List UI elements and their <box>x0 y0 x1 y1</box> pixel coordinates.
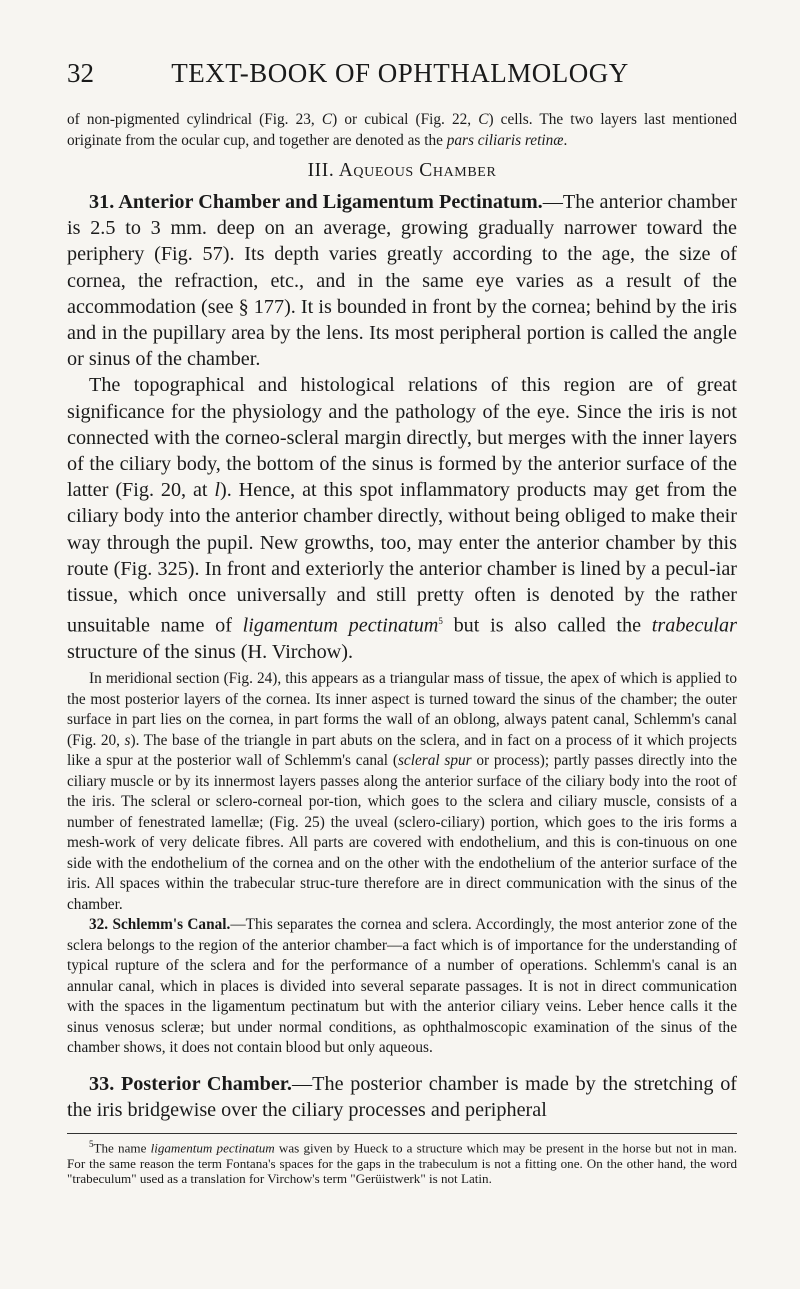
section-31-heading: 31. Anterior Chamber and Ligamentum Pectinatum. <box>89 191 543 213</box>
intro-paragraph: of non-pigmented cylindrical (Fig. 23, C) or cubical (Fig. 22, C) cells. The two layers last mentioned originate from the ocular cup, and together are denoted as the pars ciliaris retinæ. <box>67 111 737 149</box>
section-31-paragraph-2: The topographical and histological relations of this region are of great significance for the physiology and the pathology of the eye. Since the iris is not connected with the corneo-scleral margin directly, but merges with the inner layers of the ciliary body, the bottom of the sinus is formed by the anterior surface of the latter (Fig. 20, at l). Hence, at this spot inflammatory products may get from the ciliary body into the anterior chamber directly, without being obliged to make their way through the pupil. New growths, too, may enter the anterior chamber by this route (Fig. 325). In front and exteriorly the anterior chamber is lined by a pecul-iar tissue, which once universally and still pretty often is denoted by the rather unsuitable name of ligamentum pectinatum$^5$ but is also called the trabecular structure of the sinus (H. Virchow). <box>67 374 737 664</box>
section-32-paragraph: 32. Schlemm's Canal.—This separates the cornea and sclera. Accordingly, the most anterior zone of the sclera belongs to the region of the anterior chamber—a fact which is of importance for the understanding of typical rupture of the sclera and for the performance of a number of operations. Schlemm's canal is an annular canal, which in places is divided into several separate passages. It is not in direct communication with the spaces in the ligamentum pectinatum but with the anterior ciliary veins. Leber hence calls it the sinus venosus scleræ; but under normal conditions, as ophthalmoscopic examination of the sinus of the chamber shows, it does not contain blood but only aqueous. <box>67 916 737 1057</box>
section-title: III. Aqueous Chamber <box>307 160 497 181</box>
section-31-small-paragraph: In meridional section (Fig. 24), this appears as a triangular mass of tissue, the apex of which is applied to the most posterior layers of the cornea. Its inner aspect is turned toward the sinus of the chamber; the outer surface in part lies on the cornea, in part forms the wall of an oblong, always patent canal, Schlemm's canal (Fig. 20, s). The base of the triangle in part abuts on the sclera, and in fact on a process of it which projects like a spur at the posterior wall of Schlemm's canal (scleral spur or process); partly passes directly into the ciliary muscle or by its innermost layers passes along the anterior surface of the ciliary body into the root of the iris. The scleral or sclero-corneal por-tion, which goes to the sclera and ciliary muscle, consists of a number of fenestrated lamellæ; (Fig. 25) the uveal (sclero-ciliary) portion, which goes to the iris forms a mesh-work of very delicate fibres. All parts are covered with endothelium, and this is con-tinuous on one side with the endothelium of the cornea and on the other with the endothelium of the anterior surface of the iris. All spaces within the trabecular struc-ture therefore are in direct communication with the sinus of the chamber. <box>67 670 737 913</box>
section-31-paragraph: 31. Anterior Chamber and Ligamentum Pectinatum.—The anterior chamber is 2.5 to 3 mm. deep on an average, growing gradually narrower toward the periphery (Fig. 57). Its depth varies greatly according to the age, the size of cornea, the refraction, etc., and in the same eye varies as a result of the accommodation (see § 177). It is bounded in front by the cornea; behind by the iris and in the pupillary area by the lens. Its most peripheral portion is called the angle or sinus of the chamber. <box>67 191 737 371</box>
section-33-paragraph: 33. Posterior Chamber.—The posterior chamber is made by the stretching of the iris bridgewise over the ciliary processes and peripheral <box>67 1072 738 1122</box>
page-header <box>0 58 800 98</box>
page-number: 32 <box>67 58 94 88</box>
footnote-reference: 5 <box>438 616 443 627</box>
section-33-heading: 33. Posterior Chamber. <box>89 1072 292 1095</box>
section-32-heading: 32. Schlemm's Canal. <box>89 916 231 934</box>
footnote: $^5$The name ligamentum pectinatum was given by Hueck to a structure which may be present in the horse but not in man. For the same reason the term Fontana's spaces for the gaps in the trabeculum is not a fitting one. On the other hand, the word "trabeculum" used as a translation for Virchow's term "Gerüistwerk" is not Latin. <box>67 1139 738 1187</box>
running-head: TEXT-BOOK OF OPHTHALMOLOGY <box>171 58 629 88</box>
footnote-rule <box>67 1133 737 1134</box>
page-body <box>67 110 737 1186</box>
